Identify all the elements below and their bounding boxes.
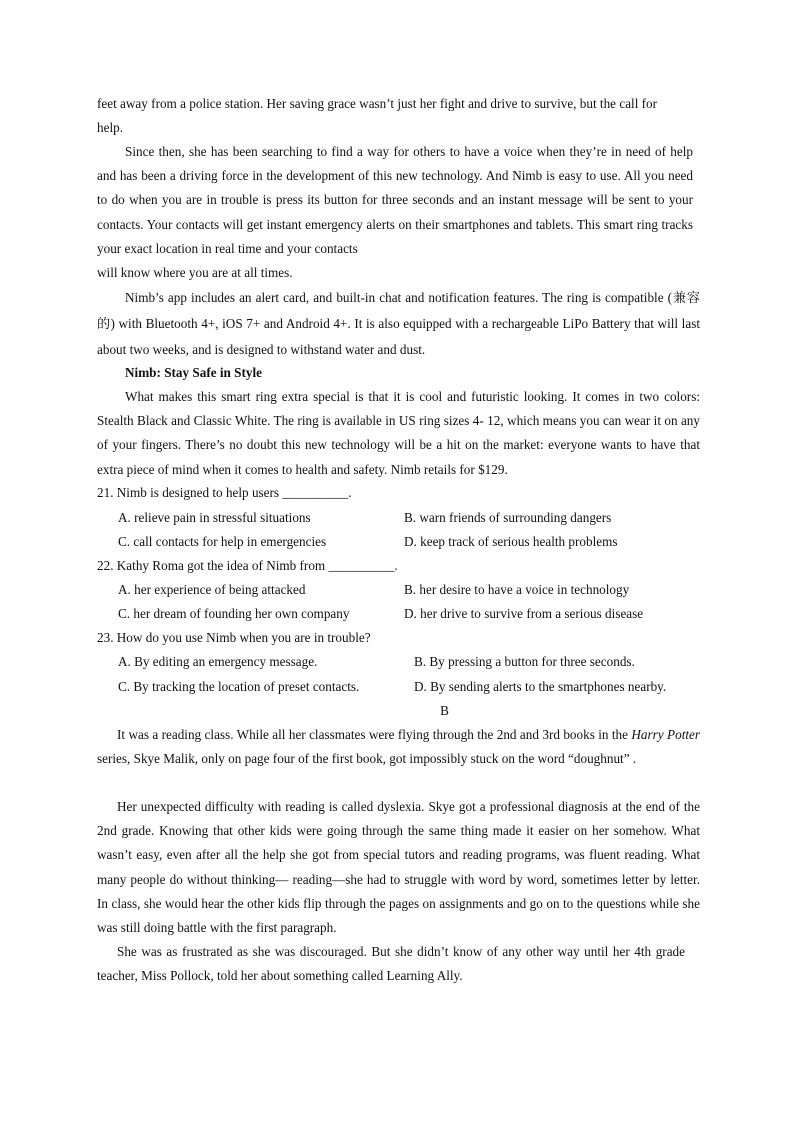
section-label: B	[440, 703, 449, 718]
text-segment: series, Skye Malik, only on page four of the first book, got impossibly stuck on the word “doughnut” .	[97, 751, 637, 767]
book-title: Harry Potter	[631, 727, 701, 742]
question-stem: 23. How do you use Nimb when you are in trouble?	[97, 630, 371, 645]
paragraph-line: will know where you are at all times.	[97, 265, 293, 280]
option-c: C. By tracking the location of preset contacts.	[118, 679, 360, 694]
option-c: C. call contacts for help in emergencies	[118, 534, 327, 549]
option-b: B. warn friends of surrounding dangers	[404, 510, 612, 525]
paragraph-line: help.	[97, 120, 124, 135]
option-b: B. By pressing a button for three seconds.	[414, 654, 635, 669]
paragraph	[97, 723, 700, 771]
section-heading: Nimb: Stay Safe in Style	[125, 365, 263, 380]
paragraph: Since then, she has been searching to find a way for others to have a voice when they’re in need of help and has been a driving force in the development of this new technology. And Nimb is easy to use. All you need to do when you are in trouble is press its button for three seconds and an instant message will be sent to your contacts. Your contacts will get instant emergency alerts on their smartphones and tablets. This smart ring tracks your exact location in real time and your contacts	[97, 144, 693, 256]
option-d: D. keep track of serious health problems	[404, 534, 618, 549]
paragraph-line: feet away from a police station. Her saving grace wasn’t just her fight and drive to survive, but the call for	[97, 96, 658, 111]
paragraph: She was as frustrated as she was discouraged. But she didn’t know of any other way until her 4th grade teacher, Miss Pollock, told her about something called Learning Ally.	[97, 944, 685, 984]
option-b: B. her desire to have a voice in technology	[404, 582, 630, 597]
option-a: A. her experience of being attacked	[118, 582, 306, 597]
paragraph: Nimb’s app includes an alert card, and built-in chat and notification features. The ring is compatible (兼容的) with Bluetooth 4+, iOS 7+ and Android 4+. It is also equipped with a rechargeable LiPo Battery that will last about two weeks, and is designed to withstand water and dust.	[97, 290, 700, 357]
option-a: A. relieve pain in stressful situations	[118, 510, 311, 525]
text-segment: It was a reading class. While all her classmates were flying through the 2nd and 3rd books in the	[117, 727, 632, 742]
option-d: D. By sending alerts to the smartphones nearby.	[414, 679, 667, 694]
question-stem: 22. Kathy Roma got the idea of Nimb from __________.	[97, 558, 398, 573]
option-c: C. her dream of founding her own company	[118, 606, 350, 621]
paragraph: Her unexpected difficulty with reading is called dyslexia. Skye got a professional diagnosis at the end of the 2nd grade. Knowing that other kids were going through the same thing made it easier on her somehow. What wasn’t easy, even after all the help she got from special tutors and reading programs, was fluent reading. What many people do without thinking— reading—she had to struggle with word by word, sometimes letter by letter. In class, she would hear the other kids flip through the pages on assignments and go on to the questions while she was still doing battle with the first paragraph.	[97, 799, 700, 936]
question-stem: 21. Nimb is designed to help users __________.	[97, 485, 352, 500]
option-a: A. By editing an emergency message.	[118, 654, 318, 669]
paragraph: What makes this smart ring extra special is that it is cool and futuristic looking. It comes in two colors: Stealth Black and Classic White. The ring is available in US ring sizes 4- 12, which means you can wear it on any of your fingers. There’s no doubt this new technology will be a hit on the market: everyone wants to have that extra piece of mind when it comes to health and safety. Nimb retails for $129.	[97, 389, 700, 477]
option-d: D. her drive to survive from a serious disease	[404, 606, 644, 621]
